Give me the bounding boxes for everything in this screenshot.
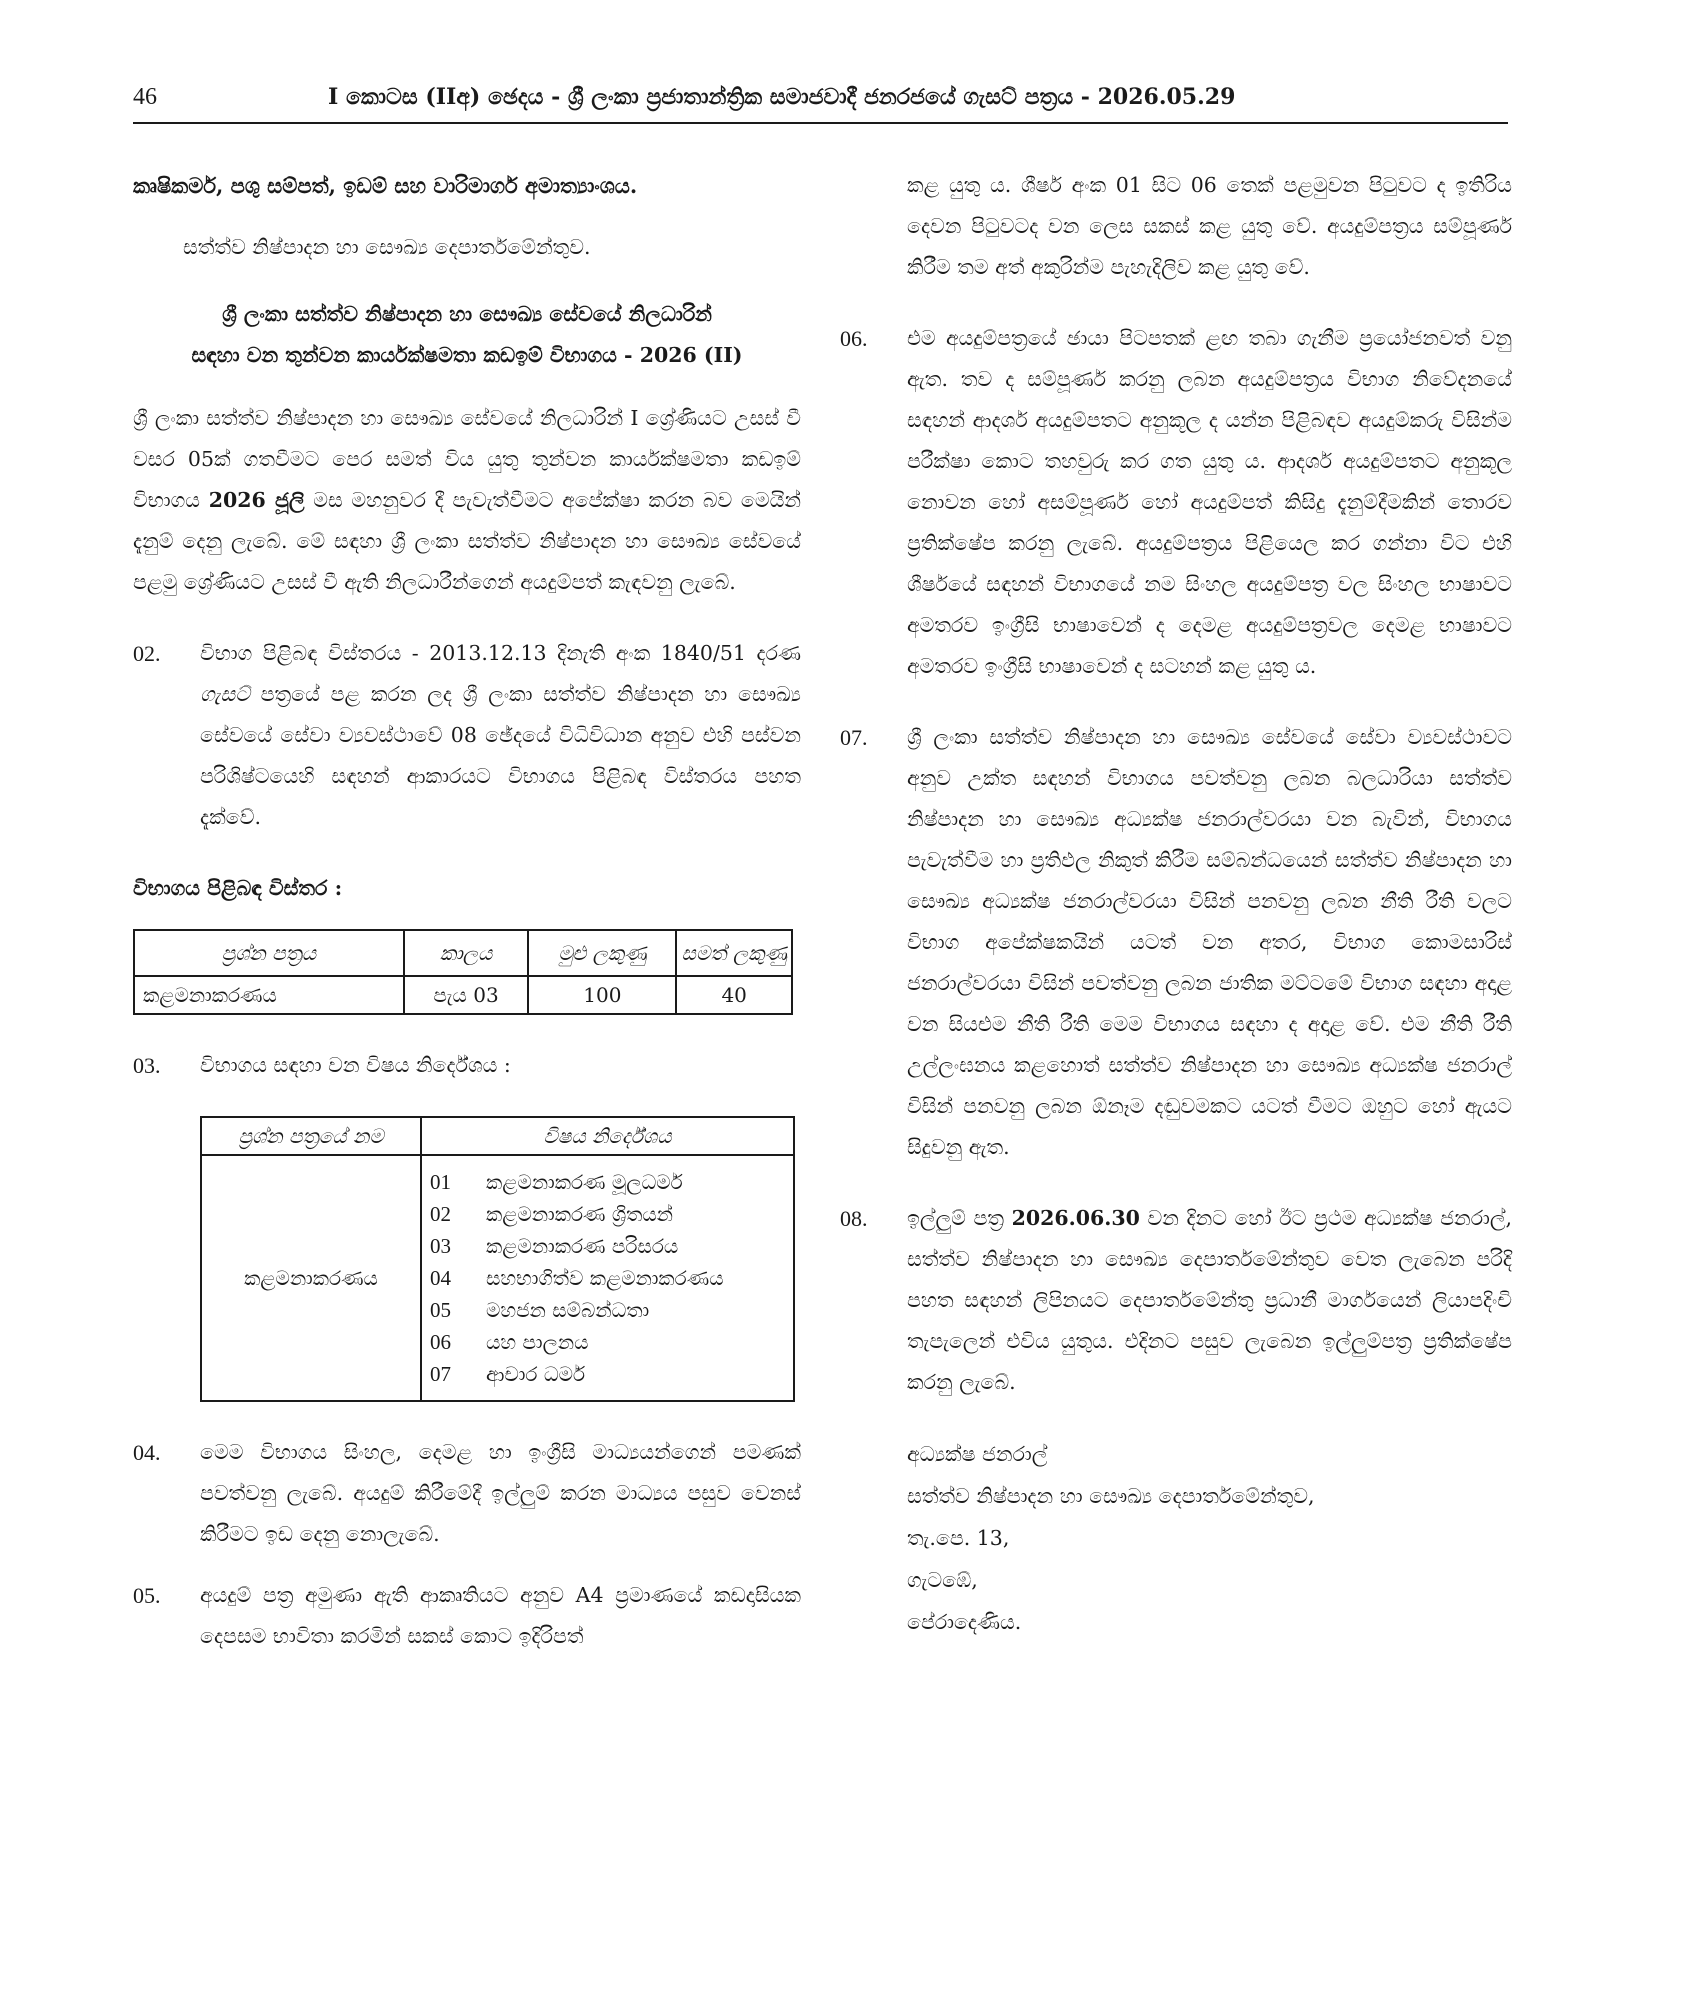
table-header-row	[134, 930, 792, 976]
cell-duration: පැය 03	[404, 976, 529, 1014]
table-header-row	[201, 1117, 794, 1155]
department-heading: සත්ත්ව නිෂ්පාදන හා සෞඛ්‍ය දෙපාර්තමේන්තුව.	[183, 235, 591, 259]
section-number: 08.	[840, 1206, 868, 1231]
topic-name: කළමනාකරණ ශ්‍රිතයන්	[486, 1202, 673, 1226]
header-syllabus: විෂය නිර්දේශය	[421, 1117, 794, 1155]
header-rule	[133, 122, 1508, 124]
syllabus-table	[200, 1116, 795, 1402]
signatory-title: අධ්‍යක්ෂ ජනරාල්	[907, 1442, 1048, 1466]
page-number: 46	[133, 84, 157, 110]
page-header	[133, 84, 1508, 124]
intro-exam-date: 2026 ජූලි	[208, 488, 305, 512]
left-column	[133, 165, 801, 1657]
section-number: 06.	[840, 326, 868, 351]
section-04	[133, 1432, 801, 1555]
signatory-place: ගැටඹේ,	[907, 1568, 978, 1592]
topic-code: 03	[430, 1234, 451, 1258]
exam-title	[133, 294, 801, 376]
header-duration: කාලය	[404, 930, 529, 976]
section-text: කළ යුතු ය. ශීර්ෂ අංක 01 සිට 06 තෙක් පළමුවන පිටුවට ද ඉතිරිය දෙවන පිටුවටද වන ලෙස සකස් කළ යුතු වේ. අයදුම්පත්‍රය සම්පූර්ණ කිරීම තම අත් අකුරින්ම පැහැදිලිව කළ යුතු වේ.	[907, 173, 1512, 279]
cell-topics	[421, 1155, 794, 1401]
list-item	[430, 1294, 785, 1326]
header-paper: ප්‍රශ්න පත්‍රය	[134, 930, 404, 976]
gazette-word: ගැසට්	[200, 682, 250, 706]
section-07	[840, 717, 1512, 1168]
topic-name: ආචාර ධර්ම	[486, 1362, 586, 1386]
section-05-continued	[840, 165, 1512, 288]
header-pass-marks: සමත් ලකුණු	[676, 930, 792, 976]
list-item	[430, 1230, 785, 1262]
intro-paragraph	[133, 398, 801, 603]
section-text: අයදුම් පත්‍ර අමුණා ඇති ආකෘතියට අනුව A4 ප්‍රමාණයේ කඩදාසියක දෙපසම භාවිතා කරමින් සකස් කොට ඉදිරිපත්	[200, 1583, 801, 1648]
section-number: 04.	[133, 1440, 161, 1465]
running-title: I කොටස (IIඅ) ඡෙදය - ශ්‍රී ලංකා ප්‍රජාතාන්ත්‍රික සමාජවාදී ජනරජයේ ගැසට් පත්‍රය - 2026.05.29	[328, 84, 1236, 110]
topic-code: 01	[430, 1170, 451, 1194]
section-02-text-b: පත්‍රයේ පළ කරන ලද ශ්‍රී ලංකා සත්ත්ව නිෂ්පාදන හා සෞඛ්‍ය සේවයේ සේවා ව්‍යවස්ථාවේ 08 ඡේදයේ විධිවිධාන අනුව එහි පස්වන පරිශිෂ්ටයෙහි සඳහන් ආකාරයට විභාගය පිළිබඳ විස්තරය පහත දැක්වේ.	[200, 682, 801, 829]
ministry-heading: කෘෂිකර්ම, පශු සම්පත්, ඉඩම් සහ වාරිමාර්ග අමාත්‍යාංශය.	[133, 173, 638, 198]
cell-pass-marks: 40	[676, 976, 792, 1014]
right-column	[840, 165, 1512, 1643]
section-08-text-b: වන දිනට හෝ ඊට ප්‍රථම අධ්‍යක්ෂ ජනරාල්, සත්ත්ව නිෂ්පාදන හා සෞඛ්‍ය දෙපාර්තමේන්තුව වෙත ලැබෙන පරිදි පහත සඳහන් ලිපිනයට දෙපාර්තමේන්තු ප්‍රධානී මාර්ගයෙන් ලියාපදිංචි තැපැලෙන් එවිය යුතුය. එදිනට පසුව ලැබෙන ඉල්ලුම්පත්‍ර ප්‍රතික්ෂේප කරනු ලැබේ.	[907, 1206, 1512, 1394]
signature-block	[907, 1433, 1512, 1643]
table-row	[201, 1155, 794, 1401]
list-item	[430, 1262, 785, 1294]
signatory-po-box: තැ.පෙ. 13,	[907, 1526, 1010, 1550]
intro-text-b: මස මහනුවර දී පැවැත්වීමට අපේක්ෂා කරන බව මෙයින් දැනුම් දෙනු ලැබේ. මේ සඳහා ශ්‍රී ලංකා සත්ත්ව නිෂ්පාදන හා සෞඛ්‍ය සේවයේ පළමු ශ්‍රේණියට උසස් වී ඇති නිලධාරීන්ගෙන් අයදුම්පත් කැඳවනු ලැබේ.	[133, 488, 802, 594]
list-item	[430, 1358, 785, 1390]
section-02	[133, 633, 801, 838]
header-total-marks: මුළු ලකුණු	[528, 930, 676, 976]
section-text: විභාගය සඳහා වන විෂය නිර්දේශය :	[200, 1053, 511, 1077]
section-08-text-a: ඉල්ලුම් පත්‍ර	[907, 1206, 1012, 1230]
section-text: ශ්‍රී ලංකා සත්ත්ව නිෂ්පාදන හා සෞඛ්‍ය සේවයේ සේවා ව්‍යවස්ථාවට අනුව උක්ත සඳහන් විභාගය පවත්වනු ලබන බලධාරියා සත්ත්ව නිෂ්පාදන හා සෞඛ්‍ය අධ්‍යක්ෂ ජනරාල්වරයා වන බැවින්, විභාගය පැවැත්වීම හා ප්‍රතිඵල නිකුත් කිරීම සම්බන්ධයෙන් සත්ත්ව නිෂ්පාදන හා සෞඛ්‍ය අධ්‍යක්ෂ ජනරාල්වරයා විසින් පනවනු ලබන නීති රීති වලට විභාග අපේක්ෂකයින් යටත් වන අතර, විභාග කොමසාරිස් ජනරාල්වරයා විසින් පවත්වනු ලබන ජාතික මට්ටමේ විභාග සඳහා අදාළ වන සියළුම නීති රීති මෙම විභාගය සඳහා ද අදාළ වේ. එම නීති රීති උල්ලංඝනය කළහොත් සත්ත්ව නිෂ්පාදන හා සෞඛ්‍ය අධ්‍යක්ෂ ජනරාල් විසින් පනවනු ලබන ඕනෑම දඬුවමකට යටත් වීමට ඔහුට හෝ ඇයට සිදුවනු ඇත.	[907, 725, 1512, 1159]
topic-code: 06	[430, 1330, 451, 1354]
section-08	[840, 1198, 1512, 1403]
cell-paper-name: කළමනාකරණය	[201, 1155, 421, 1401]
signatory-department: සත්ත්ව නිෂ්පාදන හා සෞඛ්‍ය දෙපාර්තමේන්තුව,	[907, 1484, 1315, 1508]
list-item	[430, 1166, 785, 1198]
section-text	[200, 633, 801, 838]
table-row	[134, 976, 792, 1014]
cell-paper: කළමනාකරණය	[134, 976, 404, 1014]
section-text: මෙම විභාගය සිංහල, දෙමළ හා ඉංග්‍රීසි මාධ්‍යයන්ගෙන් පමණක් පවත්වනු ලැබේ. අයදුම් කිරීමේදී ඉල්ලුම් කරන මාධ්‍යය පසුව වෙනස් කිරීමට ඉඩ දෙනු නොලැබේ.	[200, 1440, 801, 1546]
section-number: 02.	[133, 641, 161, 666]
topic-name: යහ පාලනය	[486, 1330, 589, 1354]
topic-code: 07	[430, 1362, 451, 1386]
section-number: 05.	[133, 1583, 161, 1608]
topic-code: 04	[430, 1266, 451, 1290]
section-text: එම අයදුම්පත්‍රයේ ඡායා පිටපතක් ළඟ තබා ගැනීම ප්‍රයෝජනවත් වනු ඇත. තව ද සම්පූර්ණ කරනු ලබන අයදුම්පත්‍රය විභාග නිවේදනයේ සඳහන් ආදර්ශ අයදුම්පතට අනුකූල ද යන්න පිළිබඳව අයදුම්කරු විසින්ම පරීක්ෂා කොට තහවුරු කර ගත යුතු ය. ආදර්ශ අයදුම්පතට අනුකූල නොවන හෝ අසම්පූර්ණ හෝ අයදුම්පත් කිසිදු දැනුම්දීමකින් තොරව ප්‍රතික්ෂේප කරනු ලැබේ. අයදුම්පත්‍රය පිළියෙල කර ගන්නා විට එහි ශීර්ෂයේ සඳහන් විභාගයේ නම සිංහල අයදුම්පත්‍ර වල සිංහල භාෂාවට අමතරව ඉංග්‍රීසි භාෂාවෙන් ද දෙමළ අයදුම්පත්‍රවල දෙමළ භාෂාවට අමතරව ඉංග්‍රීසි භාෂාවෙන් ද සටහන් කළ යුතු ය.	[907, 326, 1512, 678]
section-number: 03.	[133, 1053, 161, 1078]
section-05	[133, 1575, 801, 1657]
section-06	[840, 318, 1512, 687]
list-item	[430, 1326, 785, 1358]
topic-name: සහභාගිත්ව කළමනාකරණය	[486, 1266, 724, 1290]
cell-total-marks: 100	[528, 976, 676, 1014]
signatory-city: පේරාදෙණිය.	[907, 1610, 1022, 1634]
topic-name: කළමනාකරණ පරිසරය	[486, 1234, 679, 1258]
topic-name: මහජන සම්බන්ධතා	[486, 1298, 650, 1322]
section-number: 07.	[840, 725, 868, 750]
section-text	[907, 1198, 1512, 1403]
exam-details-table	[133, 929, 793, 1015]
topic-name: කළමනාකරණ මූලධර්ම	[486, 1170, 683, 1194]
topic-code: 02	[430, 1202, 451, 1226]
intro-text-a: ශ්‍රී ලංකා සත්ත්ව නිෂ්පාදන හා සෞඛ්‍ය සේවයේ නිලධාරින් I ශ්‍රේණියට උසස් වී වසර 05ක් ගතවීමට පෙර සමත් විය යුතු තුන්වන කාර්යක්ෂමතා කඩඉම් විභාගය	[133, 406, 801, 512]
deadline-date: 2026.06.30	[1011, 1206, 1140, 1230]
exam-title-line2: සඳහා වන තුන්වන කාර්යක්ෂමතා කඩඉම් විභාගය - 2026 (II)	[191, 343, 743, 367]
section-03	[133, 1045, 801, 1086]
section-02-text-a: විභාග පිළිබඳ විස්තරය - 2013.12.13 දිනැති අංක 1840/51 දරණ	[200, 641, 801, 665]
exam-details-heading: විභාගය පිළිබඳ විස්තර :	[133, 876, 343, 900]
list-item	[430, 1198, 785, 1230]
topic-code: 05	[430, 1298, 451, 1322]
header-paper-name: ප්‍රශ්න පත්‍රයේ නම	[201, 1117, 421, 1155]
exam-title-line1: ශ්‍රී ලංකා සත්ත්ව නිෂ්පාදන හා සෞඛ්‍ය සේවයේ නිලධාරින්	[222, 302, 712, 326]
